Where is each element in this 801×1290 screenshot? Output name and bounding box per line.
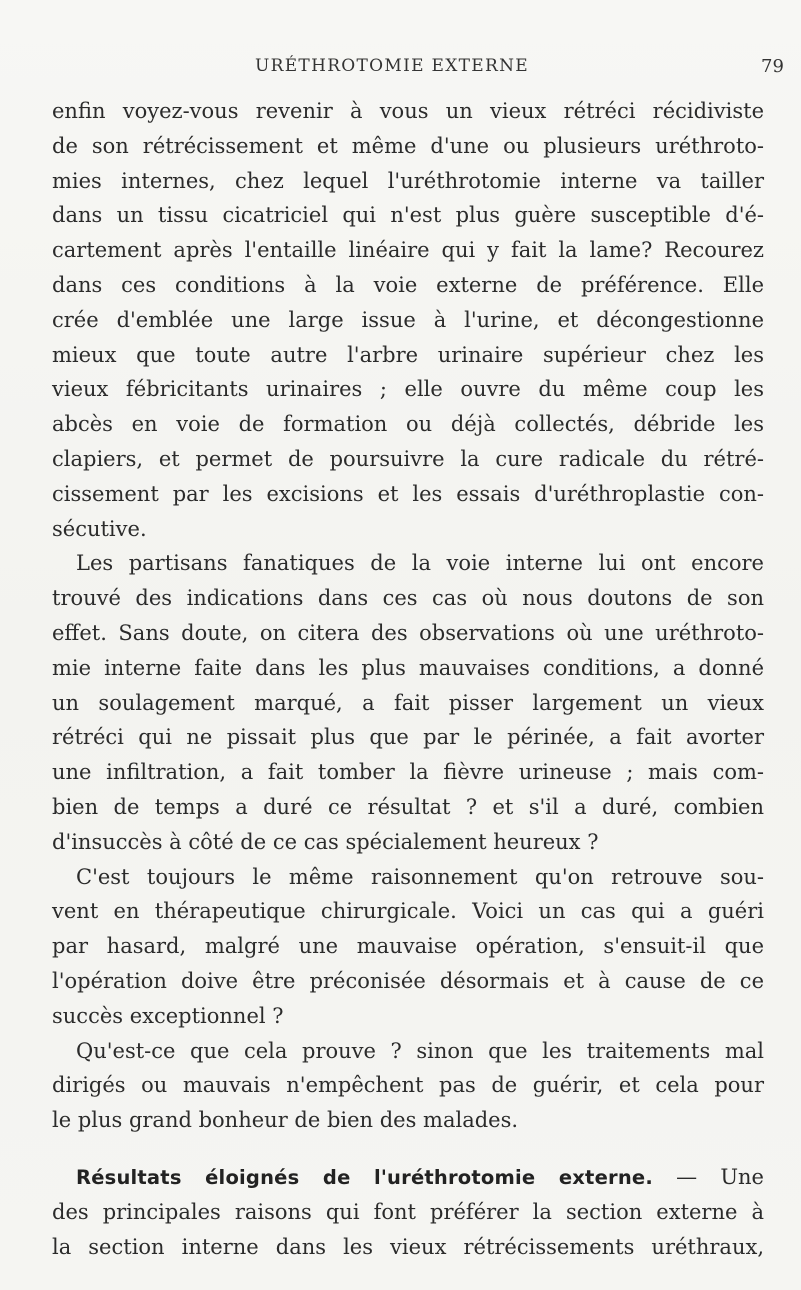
text-line: clapiers, et permet de poursuivre la cure radicale du rétré-: [52, 446, 764, 471]
text-line: des principales raisons qui font préférer la section externe à: [52, 1199, 764, 1224]
text-line: dirigés ou mauvais n'empêchent pas de guérir, et cela pour: [52, 1073, 764, 1098]
running-head: [0, 56, 801, 80]
text-line: effet. Sans doute, on citera des observations où une uréthroto-: [52, 620, 764, 645]
text-line: un soulagement marqué, a fait pisser largement un vieux: [52, 690, 764, 715]
text-line: de son rétrécissement et même d'une ou plusieurs uréthroto-: [52, 133, 764, 158]
paragraph: [52, 94, 764, 546]
text-line: dans ces conditions à la voie externe de préférence. Elle: [52, 272, 764, 297]
body-text: [52, 94, 764, 1264]
text-line: cartement après l'entaille linéaire qui y fait la lame? Recourez: [52, 238, 764, 263]
paragraph: [52, 546, 764, 859]
section-paragraph: [52, 1160, 764, 1264]
text-line: Les partisans fanatiques de la voie interne lui ont encore: [76, 551, 764, 576]
text-line: une infiltration, a fait tomber la fièvre urineuse ; mais com-: [52, 760, 764, 785]
section-gap: [52, 1138, 764, 1160]
text-line: succès exceptionnel ?: [52, 1003, 284, 1028]
text-line: le plus grand bonheur de bien des malades.: [52, 1108, 519, 1133]
text-line: d'insuccès à côté de ce cas spécialement heureux ?: [52, 829, 599, 854]
text-line: crée d'emblée une large issue à l'urine, et décongestionne: [52, 307, 764, 332]
section-heading-continuation: — Une: [676, 1164, 764, 1189]
text-line: vieux fébricitants urinaires ; elle ouvre du même coup les: [52, 377, 764, 402]
paragraph: [52, 860, 764, 1034]
text-line: mies internes, chez lequel l'uréthrotomie interne va tailler: [52, 168, 764, 193]
text-line: trouvé des indications dans ces cas où nous doutons de son: [52, 586, 764, 611]
page-number: 79: [761, 56, 784, 77]
text-line: vent en thérapeutique chirurgicale. Voici un cas qui a guéri: [52, 899, 764, 924]
text-line: mieux que toute autre l'arbre urinaire supérieur chez les: [52, 342, 764, 367]
text-line: cissement par les excisions et les essais d'uréthroplastie con-: [52, 481, 764, 506]
text-line: C'est toujours le même raisonnement qu'on retrouve sou-: [76, 864, 764, 889]
text-line: mie interne faite dans les plus mauvaises conditions, a donné: [52, 655, 764, 680]
text-line: sécutive.: [52, 516, 147, 541]
text-line: rétréci qui ne pissait plus que par le périnée, a fait avorter: [52, 725, 764, 750]
text-line: Qu'est-ce que cela prouve ? sinon que les traitements mal: [76, 1038, 764, 1063]
text-line: bien de temps a duré ce résultat ? et s'il a duré, combien: [52, 794, 764, 819]
text-line: l'opération doive être préconisée désormais et à cause de ce: [52, 968, 764, 993]
section-first-line: [52, 1160, 764, 1195]
text-line: la section interne dans les vieux rétrécissements uréthraux,: [52, 1234, 764, 1259]
section-heading: Résultats éloignés de l'uréthrotomie externe.: [76, 1165, 653, 1189]
text-line: dans un tissu cicatriciel qui n'est plus guère susceptible d'é-: [52, 203, 764, 228]
text-line: abcès en voie de formation ou déjà collectés, débride les: [52, 412, 764, 437]
running-title: URÉTHROTOMIE EXTERNE: [255, 56, 529, 76]
text-line: par hasard, malgré une mauvaise opération, s'ensuit-il que: [52, 934, 764, 959]
text-line: enfin voyez-vous revenir à vous un vieux rétréci récidiviste: [52, 99, 764, 123]
paragraph: [52, 1034, 764, 1138]
